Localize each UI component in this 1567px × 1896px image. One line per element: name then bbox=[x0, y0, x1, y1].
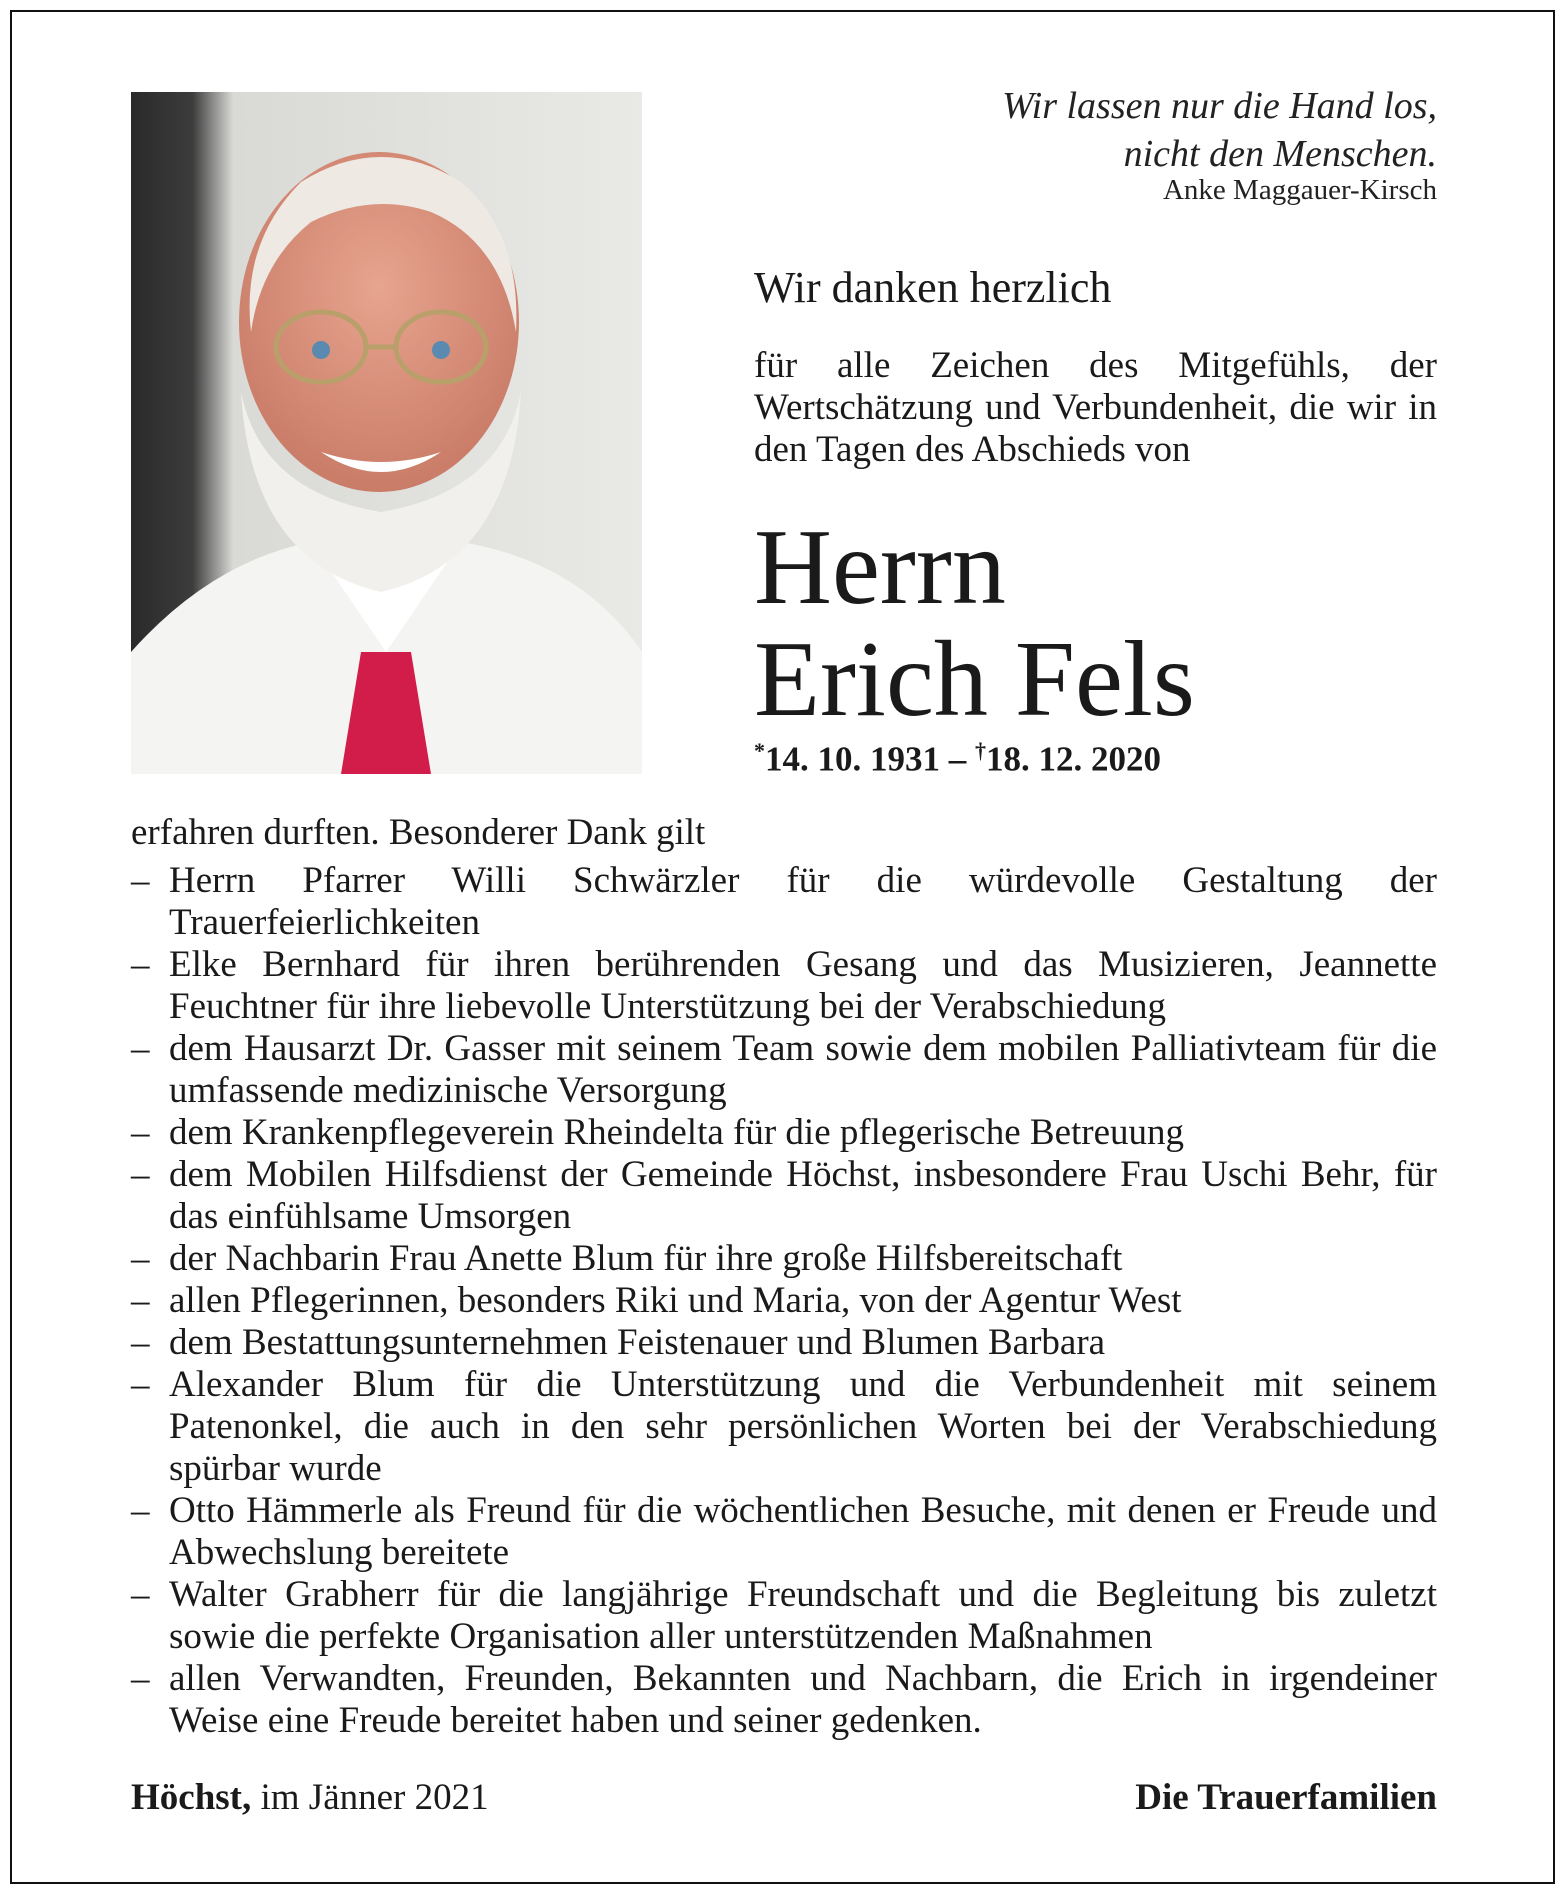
list-item: – der Nachbarin Frau Anette Blum für ihre große Hilfsbereitschaft bbox=[131, 1238, 1437, 1280]
quote-line-2: nicht den Menschen. bbox=[1123, 133, 1437, 175]
list-item: – allen Verwandten, Freunden, Bekannten und Nachbarn, die Erich in irgendeiner Weise eine Freude bereitet haben und seiner gedenken. bbox=[131, 1658, 1437, 1742]
list-item: – dem Mobilen Hilfsdienst der Gemeinde Höchst, insbesondere Frau Uschi Behr, für das einfühlsame Umsorgen bbox=[131, 1154, 1437, 1238]
deceased-name bbox=[754, 508, 1195, 739]
list-item: – Otto Hämmerle als Freund für die wöchentlichen Besuche, mit denen er Freude und Abwechslung bereitete bbox=[131, 1490, 1437, 1574]
portrait-photo bbox=[131, 92, 642, 774]
thanks-list bbox=[131, 860, 1437, 1742]
footer-place: Höchst, bbox=[131, 1777, 252, 1818]
life-dates bbox=[754, 738, 1161, 780]
death-date: 18. 12. 2020 bbox=[986, 739, 1161, 779]
list-item: – dem Krankenpflegeverein Rheindelta für die pflegerische Betreuung bbox=[131, 1112, 1437, 1154]
list-item: – Walter Grabherr für die langjährige Freundschaft und die Begleitung bis zuletzt sowie die perfekte Organisation aller unterstützenden Maßnahmen bbox=[131, 1574, 1437, 1658]
footer-date: im Jänner 2021 bbox=[251, 1777, 489, 1818]
footer-signature: Die Trauerfamilien bbox=[1135, 1777, 1437, 1818]
quote-author: Anke Maggauer-Kirsch bbox=[1162, 174, 1437, 206]
list-item: – allen Pflegerinnen, besonders Riki und Maria, von der Agentur West bbox=[131, 1280, 1437, 1322]
birth-symbol: * bbox=[754, 738, 765, 763]
thanks-lead: erfahren durften. Besonderer Dank gilt bbox=[131, 812, 706, 853]
memorial-quote bbox=[737, 82, 1437, 178]
full-name: Erich Fels bbox=[754, 620, 1195, 739]
thanks-body bbox=[131, 812, 1437, 1742]
death-symbol: † bbox=[975, 738, 986, 763]
quote-line-1: Wir lassen nur die Hand los, bbox=[1002, 85, 1437, 127]
birth-date: 14. 10. 1931 bbox=[765, 739, 940, 779]
salutation: Herrn bbox=[754, 508, 1006, 627]
list-item: – dem Bestattungsunternehmen Feistenauer und Blumen Barbara bbox=[131, 1322, 1437, 1364]
list-item: – Herrn Pfarrer Willi Schwärzler für die würdevolle Gestaltung der Trauerfeierlichkeiten bbox=[131, 860, 1437, 944]
list-item: – dem Hausarzt Dr. Gasser mit seinem Team sowie dem mobilen Palliativteam für die umfassende medizinische Versorgung bbox=[131, 1028, 1437, 1112]
date-separator: – bbox=[940, 739, 975, 779]
portrait-illustration bbox=[131, 92, 642, 774]
footer-place-date bbox=[131, 1776, 489, 1819]
list-item: – Alexander Blum für die Unterstützung und die Verbundenheit mit seinem Patenonkel, die auch in den sehr persönlichen Worten bei der Verabschiedung spürbar wurde bbox=[131, 1364, 1437, 1490]
intro-paragraph: für alle Zeichen des Mitgefühls, der Wertschätzung und Verbundenheit, die wir in den Tagen des Abschieds von bbox=[754, 345, 1437, 470]
list-item: – Elke Bernhard für ihren berührenden Gesang und das Musizieren, Jeannette Feuchtner für ihre liebevolle Unterstützung bei der Verabschiedung bbox=[131, 944, 1437, 1028]
thanks-heading: Wir danken herzlich bbox=[754, 263, 1112, 312]
